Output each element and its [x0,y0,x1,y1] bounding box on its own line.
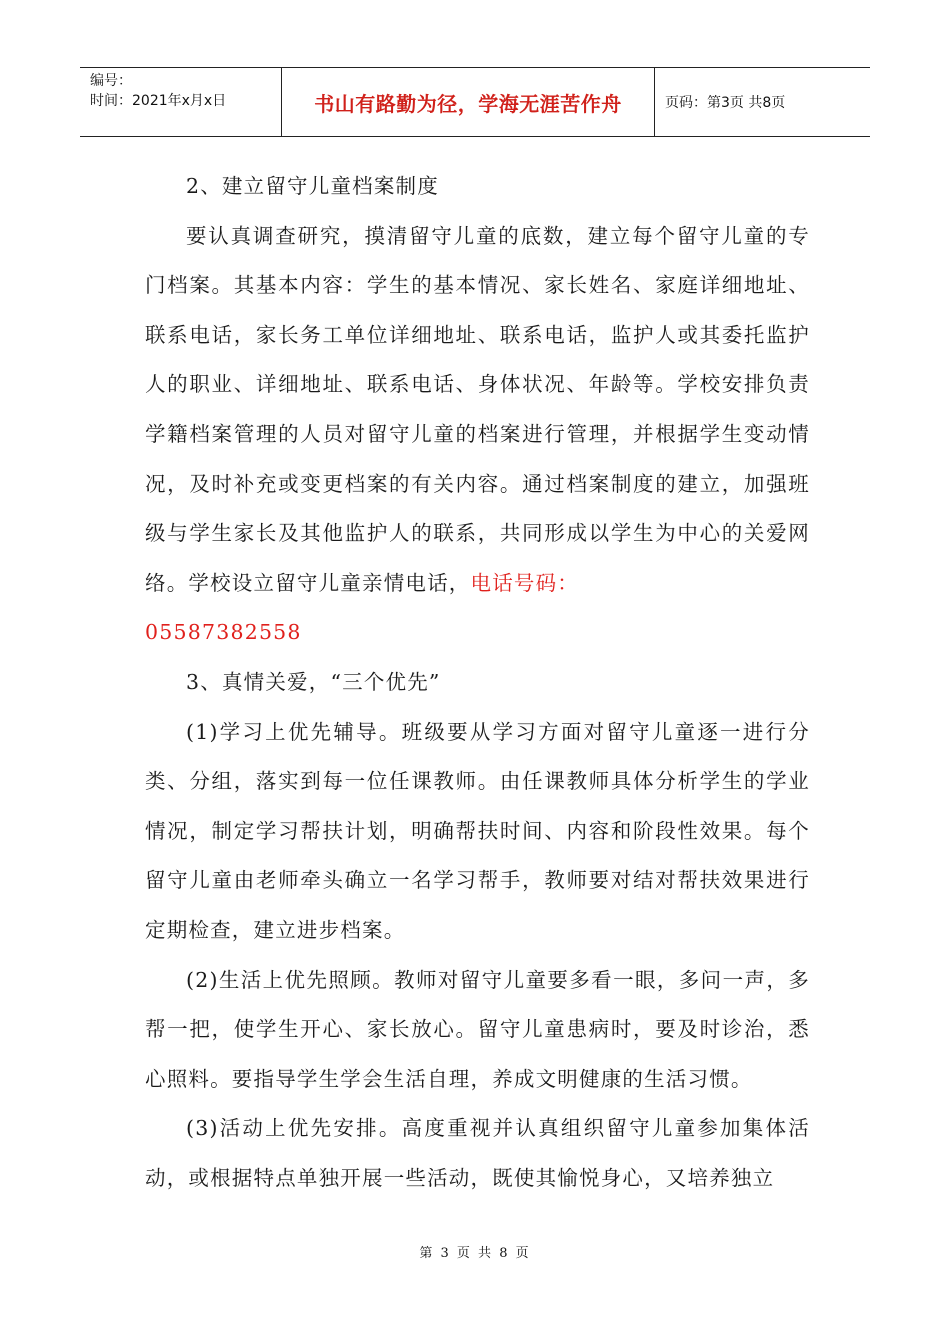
header-page-info: 页码：第3页 共8页 [665,95,786,111]
priority-item-2: (2)生活上优先照顾。教师对留守儿童要多看一眼，多问一声，多帮一把，使学生开心、家长放心。留守儿童患病时，要及时诊治，悉心照料。要指导学生学会生活自理，养成文明健康的生活习惯。 [145,967,810,1091]
priority-item-1: (1)学习上优先辅导。班级要从学习方面对留守儿童逐一进行分类、分组，落实到每一位任课教师。由任课教师具体分析学生的学业情况，制定学习帮扶计划，明确帮扶时间、内容和阶段性效果。每个留守儿童由老师牵头确立一名学习帮手，教师要对结对帮扶效果进行定期检查，建立进步档案。 [145,719,810,942]
phone-label: 电话号码： [470,570,579,595]
document-body [145,162,810,1203]
page-footer: 第 3 页 共 8 页 [419,1246,531,1261]
document-number-label: 编号： [90,73,132,89]
section-2-text: 要认真调查研究，摸清留守儿童的底数，建立每个留守儿童的专门档案。其基本内容：学生的基本情况、家长姓名、家庭详细地址、联系电话，家长务工单位详细地址、联系电话，监护人或其委托监护人的职业、详细地址、联系电话、身体状况、年龄等。学校安排负责学籍档案管理的人员对留守儿童的档案进行管理，并根据学生变动情况，及时补充或变更档案的有关内容。通过档案制度的建立，加强班级与学生家长及其他监护人的联系，共同形成以学生为中心的关爱网络。学校设立留守儿童亲情电话， [145,223,810,595]
page-header [80,67,870,137]
section-3-title: 3、真情关爱，“三个优先” [186,669,441,694]
section-2-title: 2、建立留守儿童档案制度 [186,174,439,198]
document-date: 时间：2021年x月x日 [90,93,227,109]
phone-number: 05587382558 [145,620,302,645]
section-2-paragraph [145,212,810,609]
header-motto: 书山有路勤为径，学海无涯苦作舟 [314,91,622,116]
header-meta [90,71,226,111]
priority-item-3: (3)活动上优先安排。高度重视并认真组织留守儿童参加集体活动，或根据特点单独开展一些活动，既使其愉悦身心，又培养独立 [145,1116,810,1190]
